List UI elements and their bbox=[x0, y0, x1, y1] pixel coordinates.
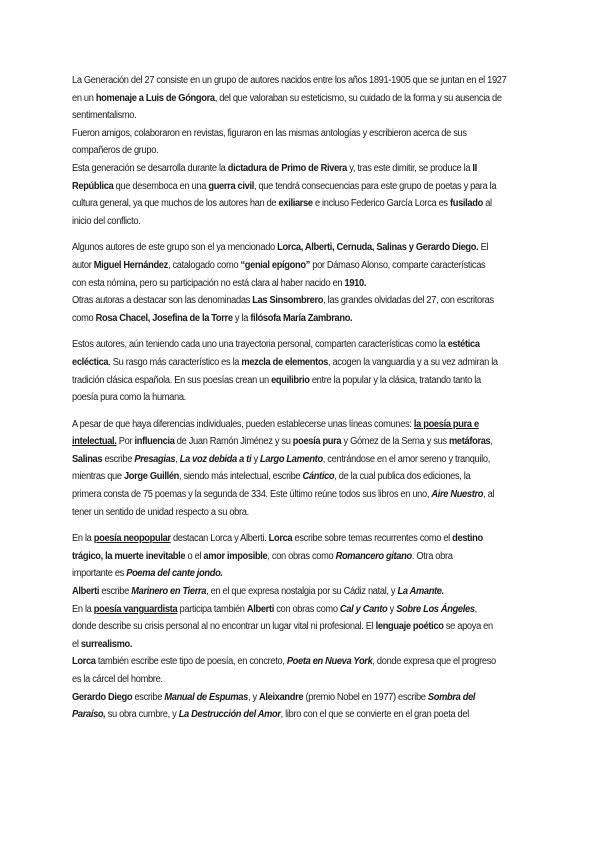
text-run: En la bbox=[72, 533, 94, 545]
work-title-text: La voz debida a ti bbox=[179, 453, 252, 465]
bold-text: poesía pura bbox=[292, 436, 342, 448]
text-run: por Dámaso Alonso, comparte características bbox=[309, 259, 486, 271]
text-run: su obra cumbre, y bbox=[105, 709, 179, 721]
text-run: cultura general, ya que muchos de los autores han de bbox=[72, 198, 279, 210]
paragraph-spacer bbox=[72, 230, 539, 239]
text-line bbox=[72, 310, 539, 328]
text-run: . Otra obra bbox=[411, 550, 453, 562]
text-run: y, tras este dimitir, se produce la bbox=[347, 162, 473, 174]
text-run: es la cárcel del hombre. bbox=[72, 674, 163, 685]
document-body bbox=[72, 72, 539, 724]
bold-text: Lorca, Alberti, Cernuda, Salinas y Gerardo Diego. bbox=[277, 242, 479, 254]
work-title-text: La Destrucción del Amor bbox=[178, 709, 281, 721]
text-run: también escribe este tipo de poesía, en concreto, bbox=[95, 656, 287, 668]
bold-text: Salinas bbox=[72, 453, 103, 465]
text-run: y bbox=[387, 603, 397, 615]
bold-text: Rosa Chacel, Josefina de la Torre bbox=[95, 312, 233, 324]
text-run: Otras autoras a destacar son las denominadas bbox=[72, 295, 253, 307]
text-line bbox=[72, 433, 539, 451]
text-run: El bbox=[478, 242, 489, 254]
bold-text: metáforas bbox=[448, 436, 491, 448]
text-line bbox=[72, 706, 539, 724]
bold-text: Las Sinsombrero bbox=[252, 295, 324, 307]
text-run: escribe sobre temas recurrentes como el bbox=[292, 533, 453, 545]
text-run: como bbox=[72, 312, 96, 324]
work-title-text: Paraíso, bbox=[72, 709, 106, 721]
text-line bbox=[72, 389, 539, 407]
text-line bbox=[72, 636, 539, 654]
text-run: se apoya en bbox=[443, 621, 493, 633]
underlined-heading-text: la poesía pura e bbox=[413, 418, 479, 430]
text-run: el bbox=[72, 638, 81, 650]
text-line bbox=[72, 601, 539, 619]
text-run: , que tendrá consecuencias para este grupo de poetas y para la bbox=[253, 180, 497, 192]
text-line bbox=[72, 416, 539, 434]
work-title-text: Poema del cante jondo. bbox=[126, 568, 223, 580]
text-run: . Su rasgo más característico es la bbox=[108, 356, 242, 368]
text-run: La Generación del 27 consiste en un grupo de autores nacidos entre los años 1891-1905 que se juntan en el 1927 bbox=[72, 75, 507, 86]
text-line bbox=[72, 125, 539, 143]
text-run: importante es bbox=[72, 568, 127, 580]
bold-text: II bbox=[472, 162, 477, 174]
paragraph bbox=[72, 416, 539, 522]
text-line bbox=[72, 530, 539, 548]
paragraph bbox=[72, 239, 539, 327]
text-line bbox=[72, 653, 539, 671]
text-run: con esta nómina, pero su participación no está clara al haber nacido en bbox=[72, 277, 345, 289]
text-run: En la bbox=[72, 603, 94, 615]
bold-text: mezcla de elementos bbox=[241, 356, 329, 368]
bold-text: Alberti bbox=[72, 586, 100, 598]
work-title-text: Sombra del bbox=[427, 691, 476, 703]
text-run: tradición clásica española. En sus poesías crean un bbox=[72, 374, 272, 386]
text-run: mientras que bbox=[72, 471, 124, 483]
underlined-heading-text: intelectual. bbox=[72, 436, 117, 448]
text-line bbox=[72, 72, 539, 90]
text-line bbox=[72, 239, 539, 257]
bold-text: estética bbox=[447, 339, 480, 351]
text-run: con obras como bbox=[273, 603, 340, 615]
work-title-text: Aire Nuestro bbox=[431, 489, 484, 501]
work-title-text: Cántico bbox=[302, 471, 335, 483]
text-run: , las grandes olvidadas del 27, con escritoras bbox=[323, 295, 494, 307]
text-line bbox=[72, 565, 539, 583]
text-run: A pesar de que haya diferencias individuales, pueden establecerse unas líneas comunes: bbox=[72, 418, 414, 430]
work-title-text: La Amante. bbox=[397, 586, 444, 598]
text-run: , bbox=[490, 436, 493, 448]
text-run: que desemboca en una bbox=[113, 180, 209, 192]
bold-text: dictadura de Primo de Rivera bbox=[227, 162, 348, 174]
text-line bbox=[72, 372, 539, 390]
work-title-text: Sobre Los Ángeles bbox=[396, 603, 475, 615]
text-run: poesía pura como la humana. bbox=[72, 392, 186, 404]
text-run: (premio Nobel en 1977) escribe bbox=[303, 691, 428, 703]
text-run: participa también bbox=[177, 603, 247, 615]
text-run: escribe bbox=[99, 586, 132, 598]
text-run: destacan Lorca y Alberti. bbox=[170, 533, 269, 545]
text-run: , al bbox=[483, 489, 495, 501]
paragraph bbox=[72, 336, 539, 406]
bold-text: guerra civil bbox=[208, 180, 254, 192]
text-line bbox=[72, 689, 539, 707]
text-run: entre la popular y la clásica, tratando tanto la bbox=[309, 374, 481, 386]
work-title-text: Poeta en Nueva York bbox=[286, 656, 373, 668]
text-run: o el bbox=[185, 550, 204, 562]
bold-text: equilibrio bbox=[271, 374, 310, 386]
underlined-heading-text: poesía vanguardista bbox=[93, 603, 178, 615]
text-run: e incluso Federico García Lorca es bbox=[312, 198, 450, 210]
bold-text: trágico, la muerte inevitable bbox=[72, 550, 186, 562]
text-run: , y bbox=[247, 691, 260, 703]
work-title-text: Largo Lamento bbox=[260, 453, 323, 465]
bold-text: influencia bbox=[134, 436, 175, 448]
text-run: y bbox=[251, 453, 261, 465]
bold-text: exiliarse bbox=[278, 198, 313, 210]
bold-text: Lorca bbox=[268, 533, 293, 545]
text-line bbox=[72, 618, 539, 636]
work-title-text: Romancero gitano bbox=[335, 550, 412, 562]
text-run: , bbox=[474, 603, 477, 615]
text-line bbox=[72, 336, 539, 354]
bold-text: lenguaje poético bbox=[375, 621, 444, 633]
text-run: escribe bbox=[132, 691, 165, 703]
work-title-text: Marinero en Tierra bbox=[131, 586, 207, 598]
text-line bbox=[72, 451, 539, 469]
paragraph-spacer bbox=[72, 407, 539, 416]
text-run: primera consta de 75 poemas y la segunda de 334. Este último reúne todos sus libros en uno, bbox=[72, 489, 432, 501]
text-run: y Gómez de la Serna y sus bbox=[341, 436, 449, 448]
text-line bbox=[72, 195, 539, 213]
text-line bbox=[72, 486, 539, 504]
work-title-text: Presagias bbox=[134, 453, 176, 465]
bold-text: Gerardo Diego bbox=[72, 691, 133, 703]
paragraph-spacer bbox=[72, 327, 539, 336]
text-line bbox=[72, 548, 539, 566]
text-line bbox=[72, 275, 539, 293]
text-run: , donde expresa que el progreso bbox=[372, 656, 496, 668]
bold-text: República bbox=[72, 180, 114, 192]
text-run: compañeros de grupo. bbox=[72, 145, 159, 157]
bold-text: Alberti bbox=[246, 603, 274, 615]
text-run: escribe bbox=[102, 453, 135, 465]
text-run: donde describe su crisis personal al no encontrar un lugar vital ni profesional. El bbox=[72, 621, 376, 633]
text-run: , del que valoraban su esteticismo, su cuidado de la forma y su ausencia de bbox=[214, 92, 502, 104]
text-run: Algunos autores de este grupo son el ya mencionado bbox=[72, 242, 278, 254]
text-run: Por bbox=[116, 436, 135, 448]
text-run: , bbox=[175, 453, 180, 465]
bold-text: fusilado bbox=[449, 198, 483, 210]
text-run: , de la cual publica dos ediciones, la bbox=[334, 471, 471, 483]
paragraph bbox=[72, 72, 539, 230]
text-run: tener un sentido de unidad respecto a su obra. bbox=[72, 506, 249, 518]
work-title-text: Manual de Espumas bbox=[164, 691, 248, 703]
text-run: Esta generación se desarrolla durante la bbox=[72, 162, 228, 174]
text-line bbox=[72, 142, 539, 160]
text-run: en un bbox=[72, 92, 96, 104]
text-line bbox=[72, 213, 539, 231]
bold-text: Aleixandre bbox=[259, 691, 304, 703]
text-run: de Juan Ramón Jiménez y su bbox=[174, 436, 293, 448]
bold-text: Miguel Hernández bbox=[93, 259, 168, 271]
paragraph-spacer bbox=[72, 521, 539, 530]
text-line bbox=[72, 468, 539, 486]
bold-text: surrealismo. bbox=[80, 638, 133, 650]
text-line bbox=[72, 504, 539, 522]
bold-text: Lorca bbox=[72, 656, 96, 668]
text-line bbox=[72, 292, 539, 310]
bold-text: “genial epígono” bbox=[240, 259, 310, 271]
text-run: sentimentalismo. bbox=[72, 110, 137, 122]
text-run: , catalogado como bbox=[167, 259, 241, 271]
text-run: al bbox=[482, 198, 492, 210]
text-line bbox=[72, 160, 539, 178]
text-run: Estos autores, aún teniendo cada uno una trayectoria personal, comparten características como la bbox=[72, 339, 448, 351]
text-line bbox=[72, 178, 539, 196]
text-run: autor bbox=[72, 259, 94, 271]
text-run: , libro con el que se convierte en el gran poeta del bbox=[280, 709, 469, 721]
bold-text: homenaje a Luis de Góngora bbox=[95, 92, 215, 104]
text-line bbox=[72, 107, 539, 125]
text-run: Fueron amigos, colaboraron en revistas, figuraron en las mismas antologías y escribieron acerca de sus bbox=[72, 127, 467, 139]
bold-text: Jorge Guillén bbox=[123, 471, 180, 483]
bold-text: 1910. bbox=[344, 277, 367, 289]
text-run: inicio del conflicto. bbox=[72, 215, 141, 227]
bold-text: destino bbox=[452, 533, 483, 545]
text-run: , acogen la vanguardia y a su vez admiran la bbox=[328, 356, 498, 368]
underlined-heading-text: poesía neopopular bbox=[93, 533, 171, 545]
text-run: y la bbox=[232, 312, 251, 324]
bold-text: amor imposible bbox=[203, 550, 268, 562]
text-line bbox=[72, 671, 539, 689]
text-line bbox=[72, 90, 539, 108]
work-title-text: Cal y Canto bbox=[339, 603, 388, 615]
paragraph bbox=[72, 530, 539, 724]
text-line bbox=[72, 583, 539, 601]
text-line bbox=[72, 354, 539, 372]
text-run: , centrándose en el amor sereno y tranquilo, bbox=[322, 453, 490, 465]
bold-text: filósofa María Zambrano. bbox=[250, 312, 353, 324]
text-run: , en el que expresa nostalgia por su Cádiz natal, y bbox=[206, 586, 398, 598]
bold-text: ecléctica bbox=[72, 356, 109, 368]
text-run: , con obras como bbox=[267, 550, 336, 562]
text-run: , siendo más intelectual, escribe bbox=[179, 471, 303, 483]
text-line bbox=[72, 257, 539, 275]
